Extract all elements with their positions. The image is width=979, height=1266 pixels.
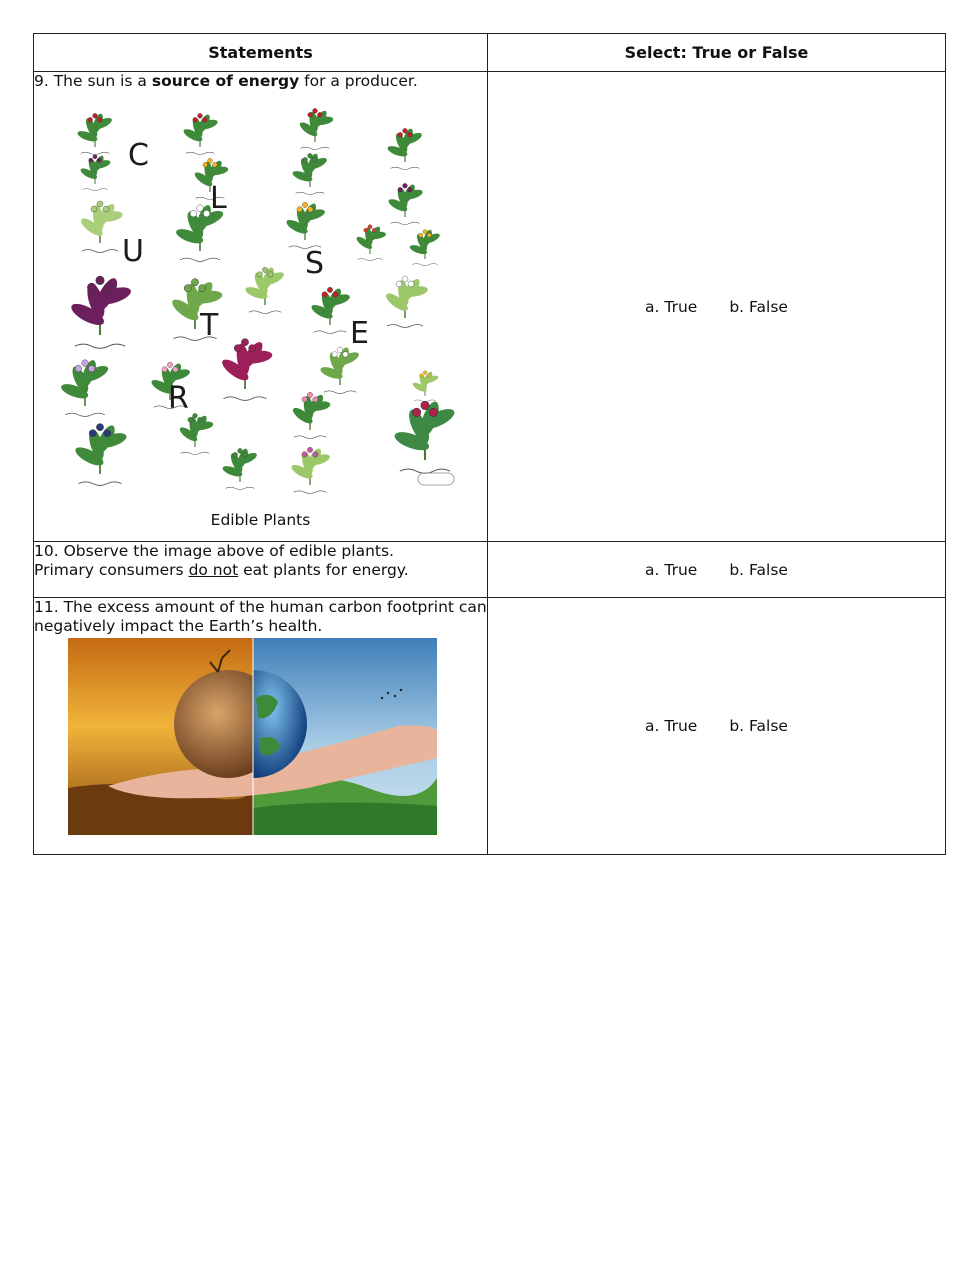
question-row-11 (34, 598, 946, 855)
illustration-letter: C (128, 138, 149, 173)
illustration-letter: U (122, 234, 144, 269)
answer-cell-11 (488, 598, 946, 855)
statement-10-underlined: do not (188, 561, 239, 579)
statement-11 (34, 598, 488, 855)
illustration-letter: R (168, 381, 189, 416)
illustration-letter: T (200, 308, 219, 343)
statement-11-text: 11. The excess amount of the human carbon footprint can negatively impact the Earth’s health. (34, 598, 487, 635)
edible-plants-illustration (50, 103, 460, 495)
question-row-10 (34, 542, 946, 598)
option-true-10[interactable]: a. True (645, 560, 698, 579)
statement-9-bold: source of energy (151, 72, 300, 90)
illustration-letter: L (210, 181, 227, 216)
edible-plants-caption: Edible Plants (210, 511, 311, 529)
header-row (34, 34, 946, 72)
option-false-10[interactable]: b. False (729, 560, 788, 579)
illustration-letter: E (350, 316, 369, 351)
statement-10-line2: Primary consumers do not eat plants for energy. (34, 561, 409, 579)
statement-9-text: 9. The sun is a source of energy for a producer. (34, 72, 418, 90)
statement-10 (34, 542, 488, 598)
earth-in-hands-image (68, 638, 437, 835)
select-header: Select: True or False (488, 34, 946, 72)
worksheet-table (33, 33, 946, 855)
statement-9 (34, 72, 488, 542)
illustration-letter: S (305, 246, 325, 281)
option-false-11[interactable]: b. False (729, 717, 788, 735)
answer-cell-10 (488, 542, 946, 598)
question-row-9 (34, 72, 946, 542)
option-false-9[interactable]: b. False (729, 297, 788, 316)
answer-cell-9 (488, 72, 946, 542)
statements-header: Statements (34, 34, 488, 72)
option-true-11[interactable]: a. True (645, 717, 698, 735)
statement-10-line1: 10. Observe the image above of edible plants. (34, 542, 394, 560)
option-true-9[interactable]: a. True (645, 297, 698, 316)
